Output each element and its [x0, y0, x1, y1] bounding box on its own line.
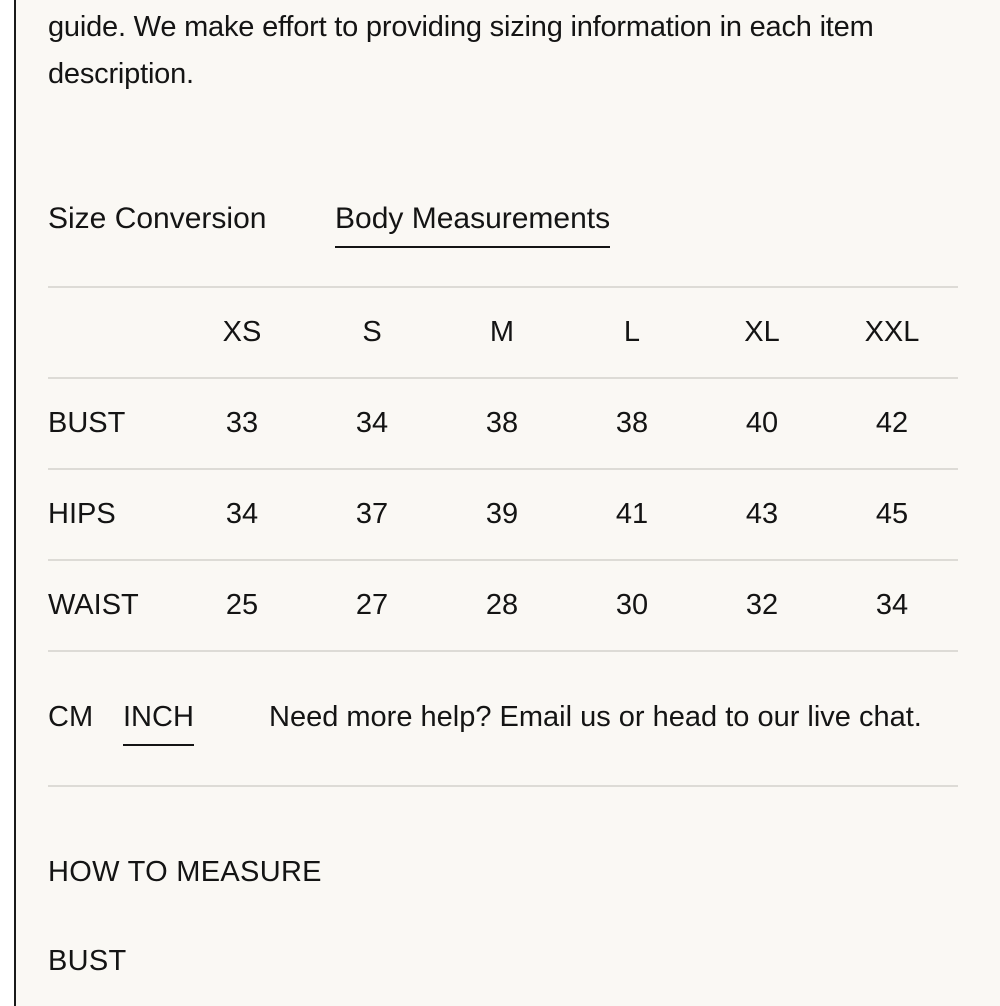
- size-tabs: [48, 200, 958, 252]
- table-cell: 30: [615, 589, 649, 621]
- table-cell: 34: [225, 498, 259, 530]
- column-header-l: L: [623, 316, 641, 348]
- table-row: [48, 470, 958, 561]
- intro-text: [48, 4, 958, 98]
- tab-body-measurements[interactable]: Body Measurements: [335, 200, 610, 248]
- size-guide-panel: [14, 0, 1000, 1006]
- help-text: Need more help? Email us or head to our live chat.: [269, 701, 922, 733]
- table-cell: 41: [615, 498, 649, 530]
- table-cell: 28: [485, 589, 519, 621]
- tab-size-conversion[interactable]: Size Conversion: [48, 202, 267, 235]
- column-header-xs: XS: [222, 316, 262, 348]
- row-label-bust: BUST: [48, 407, 126, 439]
- table-cell: 33: [225, 407, 259, 439]
- unit-inch-toggle[interactable]: INCH: [123, 698, 194, 746]
- unit-cm-toggle[interactable]: CM: [48, 701, 94, 733]
- measurements-table: [48, 288, 958, 652]
- table-cell: 25: [225, 589, 259, 621]
- unit-toggle-bar: [48, 698, 958, 748]
- how-to-measure-bust-heading: BUST: [48, 945, 127, 977]
- intro-line-1: guide. We make effort to providing sizing information in each item: [48, 11, 874, 43]
- table-cell: 37: [355, 498, 389, 530]
- table-cell: 42: [875, 407, 909, 439]
- intro-line-2: description.: [48, 58, 194, 90]
- table-cell: 27: [355, 589, 389, 621]
- table-header-row: [48, 288, 958, 379]
- divider: [48, 785, 958, 787]
- table-cell: 34: [875, 589, 909, 621]
- column-header-xl: XL: [744, 316, 780, 348]
- table-row: [48, 561, 958, 652]
- table-cell: 45: [875, 498, 909, 530]
- table-row: [48, 379, 958, 470]
- column-header-m: M: [489, 316, 515, 348]
- table-cell: 43: [745, 498, 779, 530]
- how-to-measure-heading: HOW TO MEASURE: [48, 856, 322, 888]
- row-label-waist: WAIST: [48, 589, 139, 621]
- table-cell: 34: [355, 407, 389, 439]
- column-header-xxl: XXL: [864, 316, 920, 348]
- table-cell: 32: [745, 589, 779, 621]
- table-cell: 38: [485, 407, 519, 439]
- table-cell: 40: [745, 407, 779, 439]
- column-header-s: S: [362, 316, 382, 348]
- table-cell: 39: [485, 498, 519, 530]
- table-cell: 38: [615, 407, 649, 439]
- row-label-hips: HIPS: [48, 498, 116, 530]
